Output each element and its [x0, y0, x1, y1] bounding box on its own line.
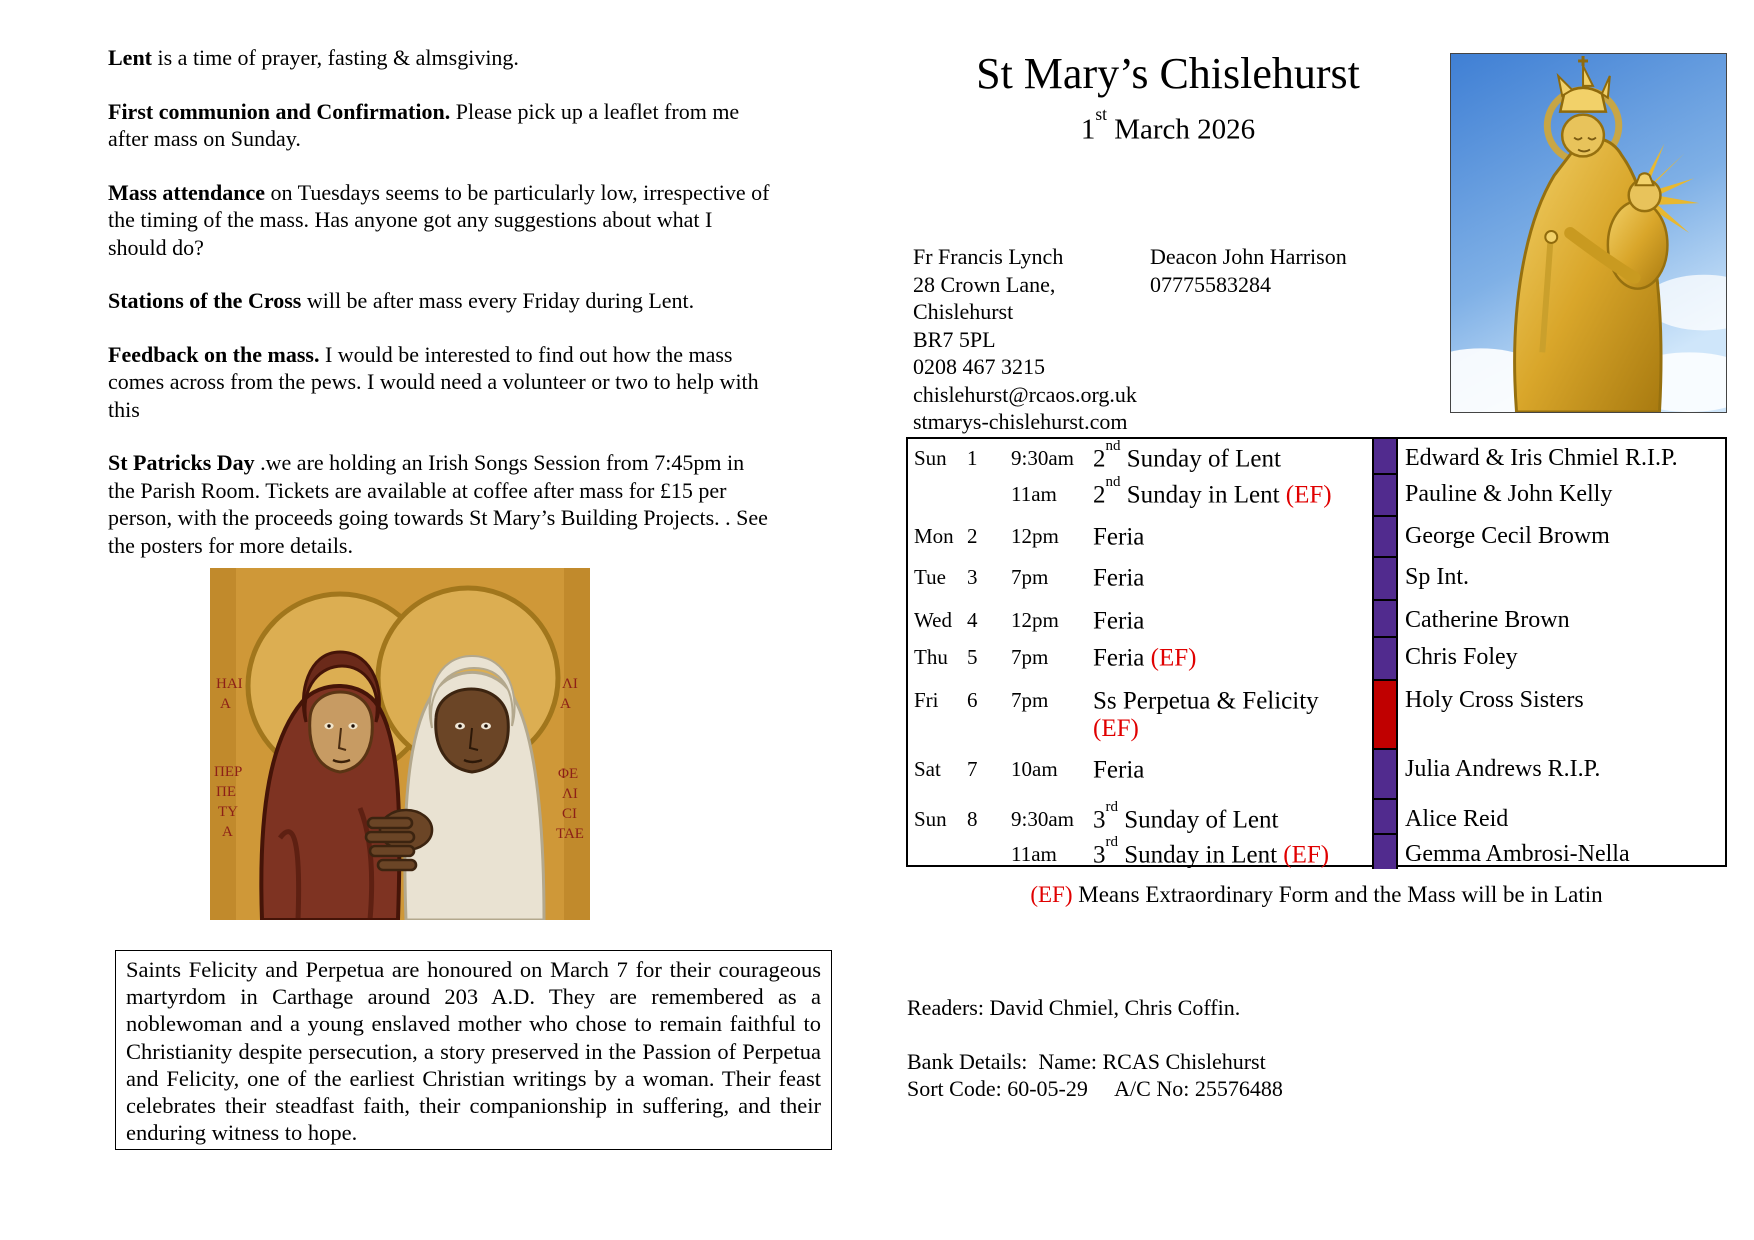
paragraph-body: Please pick up a leaflet from me after mass on Sunday. — [108, 98, 740, 151]
schedule-day: Sun — [914, 807, 947, 831]
schedule-intention: Chris Foley — [1405, 644, 1518, 670]
schedule-desc: 3rd Sunday in Lent (EF) — [1093, 834, 1330, 869]
address-line: Chislehurst — [913, 299, 1014, 324]
newsletter-paragraph — [108, 287, 770, 315]
schedule-day — [908, 475, 965, 517]
schedule-intention: Sp Int. — [1405, 564, 1470, 590]
schedule-time: 7pm — [1011, 645, 1049, 669]
ef-note-text: Means Extraordinary Form and the Mass will be in Latin — [1072, 882, 1603, 907]
schedule-desc: 3rd Sunday of Lent — [1093, 799, 1279, 834]
ef-tag: (EF) — [1283, 841, 1330, 869]
season-color-cell — [1372, 558, 1398, 601]
paragraph-body: .we are holding an Irish Songs Session from 7:45pm in the Parish Room. Tickets are available at coffee after mass for £15 per person, with the proceeds going towards St Mary’s Building Projects. . See the posters for more details. — [108, 450, 768, 558]
schedule-intention: Edward & Iris Chmiel R.I.P. — [1405, 445, 1678, 471]
season-color-cell — [1372, 517, 1398, 558]
schedule-day: Wed — [914, 608, 952, 632]
schedule-day: Thu — [914, 645, 948, 669]
schedule-desc: Feria (EF) — [1093, 644, 1197, 672]
schedule-desc: 2nd Sunday of Lent — [1093, 438, 1281, 473]
email-address: chislehurst@rcaos.org.uk — [913, 381, 1137, 407]
website-address: stmarys-chislehurst.com — [913, 409, 1128, 434]
season-color-cell — [1372, 439, 1398, 475]
newsletter-paragraph — [108, 341, 770, 424]
schedule-day: Sat — [914, 757, 941, 781]
schedule-time: 12pm — [1011, 524, 1059, 548]
schedule-intention: Catherine Brown — [1405, 607, 1570, 633]
schedule-time: 7pm — [1011, 565, 1049, 589]
schedule-intention: Gemma Ambrosi-Nella — [1405, 841, 1630, 867]
schedule-intention: George Cecil Browm — [1405, 523, 1610, 549]
ef-tag: (EF) — [1285, 481, 1332, 509]
ef-tag: (EF) — [1030, 882, 1073, 907]
schedule-day: Mon — [914, 524, 954, 548]
schedule-desc: Ss Perpetua & Felicity (EF) — [1093, 687, 1325, 743]
schedule-day: Tue — [914, 565, 946, 589]
schedule-desc: Feria — [1093, 564, 1145, 592]
svg-text:ΛΙ: ΛΙ — [562, 786, 578, 802]
schedule-time: 7pm — [1011, 688, 1049, 712]
paragraph-body: will be after mass every Friday during Lent. — [301, 288, 695, 313]
svg-text:ΠΕΡ: ΠΕΡ — [214, 764, 243, 780]
issue-date: 1st March 2026 — [1080, 104, 1256, 146]
season-color-cell — [1372, 638, 1398, 681]
svg-text:Α: Α — [560, 696, 571, 712]
schedule-intention: Holy Cross Sisters — [1405, 687, 1584, 713]
deacon-contact-block — [1150, 243, 1347, 298]
bank-details-line1: Bank Details: Name: RCAS Chislehurst — [907, 1049, 1266, 1074]
schedule-intention: Julia Andrews R.I.P. — [1405, 756, 1601, 782]
season-color-cell — [1372, 475, 1398, 517]
schedule-day — [908, 835, 965, 869]
svg-text:ΗΑΙ: ΗΑΙ — [216, 676, 243, 692]
golden-madonna-statue-image — [1450, 53, 1727, 413]
svg-text:CΙ: CΙ — [562, 806, 577, 822]
svg-text:ΤΑΕ: ΤΑΕ — [556, 826, 584, 842]
paragraph-lead: St Patricks Day — [108, 450, 255, 475]
schedule-intention: Alice Reid — [1405, 806, 1509, 832]
priest-contact-block — [913, 243, 1137, 436]
priest-name: Fr Francis Lynch — [913, 244, 1064, 269]
schedule-time: 11am — [1011, 842, 1057, 866]
schedule-desc: Feria — [1093, 607, 1145, 635]
svg-text:Α: Α — [222, 824, 233, 840]
schedule-time: 9:30am — [1011, 807, 1074, 831]
schedule-day: Fri — [914, 688, 939, 712]
phone-number: 0208 467 3215 — [913, 354, 1045, 379]
saints-perpetua-felicity-icon-image — [210, 568, 590, 920]
schedule-date: 4 — [967, 608, 978, 632]
schedule-time: 10am — [1011, 757, 1058, 781]
schedule-desc: Feria — [1093, 756, 1145, 784]
newsletter-paragraph — [108, 179, 770, 262]
season-color-cell — [1372, 800, 1398, 835]
season-color-cell — [1372, 835, 1398, 869]
schedule-date: 2 — [967, 524, 978, 548]
schedule-date: 6 — [967, 688, 978, 712]
svg-text:ΤΥ: ΤΥ — [218, 804, 238, 820]
saints-story-box — [115, 950, 832, 1150]
page-title: St Mary’s Chislehurst — [976, 49, 1360, 98]
ef-tag: (EF) — [1150, 644, 1197, 672]
schedule-desc: Feria — [1093, 523, 1145, 551]
schedule-date: 3 — [967, 565, 978, 589]
newsletter-paragraph — [108, 44, 770, 72]
schedule-day: Sun — [914, 446, 947, 470]
ef-tag: (EF) — [1093, 715, 1139, 743]
svg-text:Α: Α — [220, 696, 231, 712]
schedule-desc: 2nd Sunday in Lent (EF) — [1093, 474, 1332, 509]
season-color-cell — [1372, 681, 1398, 750]
season-color-cell — [1372, 750, 1398, 800]
deacon-name: Deacon John Harrison — [1150, 244, 1347, 269]
paragraph-lead: Feedback on the mass. — [108, 341, 320, 367]
paragraph-body: on Tuesdays seems to be particularly low, irrespective of the timing of the mass. Has anyone got any suggestions about what I should do? — [108, 179, 770, 260]
saints-story-text: Saints Felicity and Perpetua are honoured on March 7 for their courageous martyrdom in Carthage around 203 A.D. They are remembered as a noblewoman and a young enslaved mother who chose to remain faithful to Christianity despite persecution, a story preserved in the Passion of Perpetua and Felicity, one of the earliest Christian writings by a woman. Their feast celebrates their steadfast faith, their companionship in suffering, and their enduring witness to hope. — [126, 957, 821, 1146]
schedule-date: 7 — [967, 757, 978, 781]
schedule-date — [965, 835, 1007, 869]
date-ordinal-suffix: st — [1095, 104, 1107, 125]
paragraph-lead: Stations of the Cross — [108, 288, 302, 313]
address-postcode: BR7 5PL — [913, 326, 996, 352]
bank-details-line2: Sort Code: 60-05-29 A/C No: 25576488 — [907, 1076, 1283, 1101]
svg-text:ΛΙ: ΛΙ — [562, 676, 578, 692]
address-line: 28 Crown Lane, — [913, 271, 1056, 297]
deacon-phone: 07775583284 — [1150, 271, 1271, 297]
newsletter-paragraph — [108, 449, 770, 559]
paragraph-body: is a time of prayer, fasting & almsgiving. — [152, 45, 519, 70]
paragraph-lead: Mass attendance — [108, 179, 266, 205]
paragraph-lead: First communion and Confirmation. — [108, 98, 451, 124]
schedule-time: 12pm — [1011, 608, 1059, 632]
schedule-date — [965, 475, 1007, 517]
newsletter-paragraph — [108, 98, 770, 153]
svg-text:ΦΕ: ΦΕ — [558, 766, 579, 782]
schedule-date: 1 — [967, 446, 978, 470]
ef-explanation-note — [906, 882, 1727, 908]
schedule-time: 9:30am — [1011, 446, 1074, 470]
svg-text:ΠΕ: ΠΕ — [216, 784, 236, 800]
left-text-column — [108, 44, 770, 585]
schedule-date: 5 — [967, 645, 978, 669]
season-color-cell — [1372, 601, 1398, 638]
paragraph-lead: Lent — [108, 45, 152, 70]
schedule-intention: Pauline & John Kelly — [1405, 481, 1613, 507]
mass-schedule-table — [906, 437, 1727, 867]
schedule-time: 11am — [1011, 482, 1057, 506]
schedule-date: 8 — [967, 807, 978, 831]
readers-line: Readers: David Chmiel, Chris Coffin. — [907, 995, 1241, 1020]
paragraph-body: I would be interested to find out how the mass comes across from the pews. I would need a volunteer or two to help with this — [108, 341, 759, 422]
